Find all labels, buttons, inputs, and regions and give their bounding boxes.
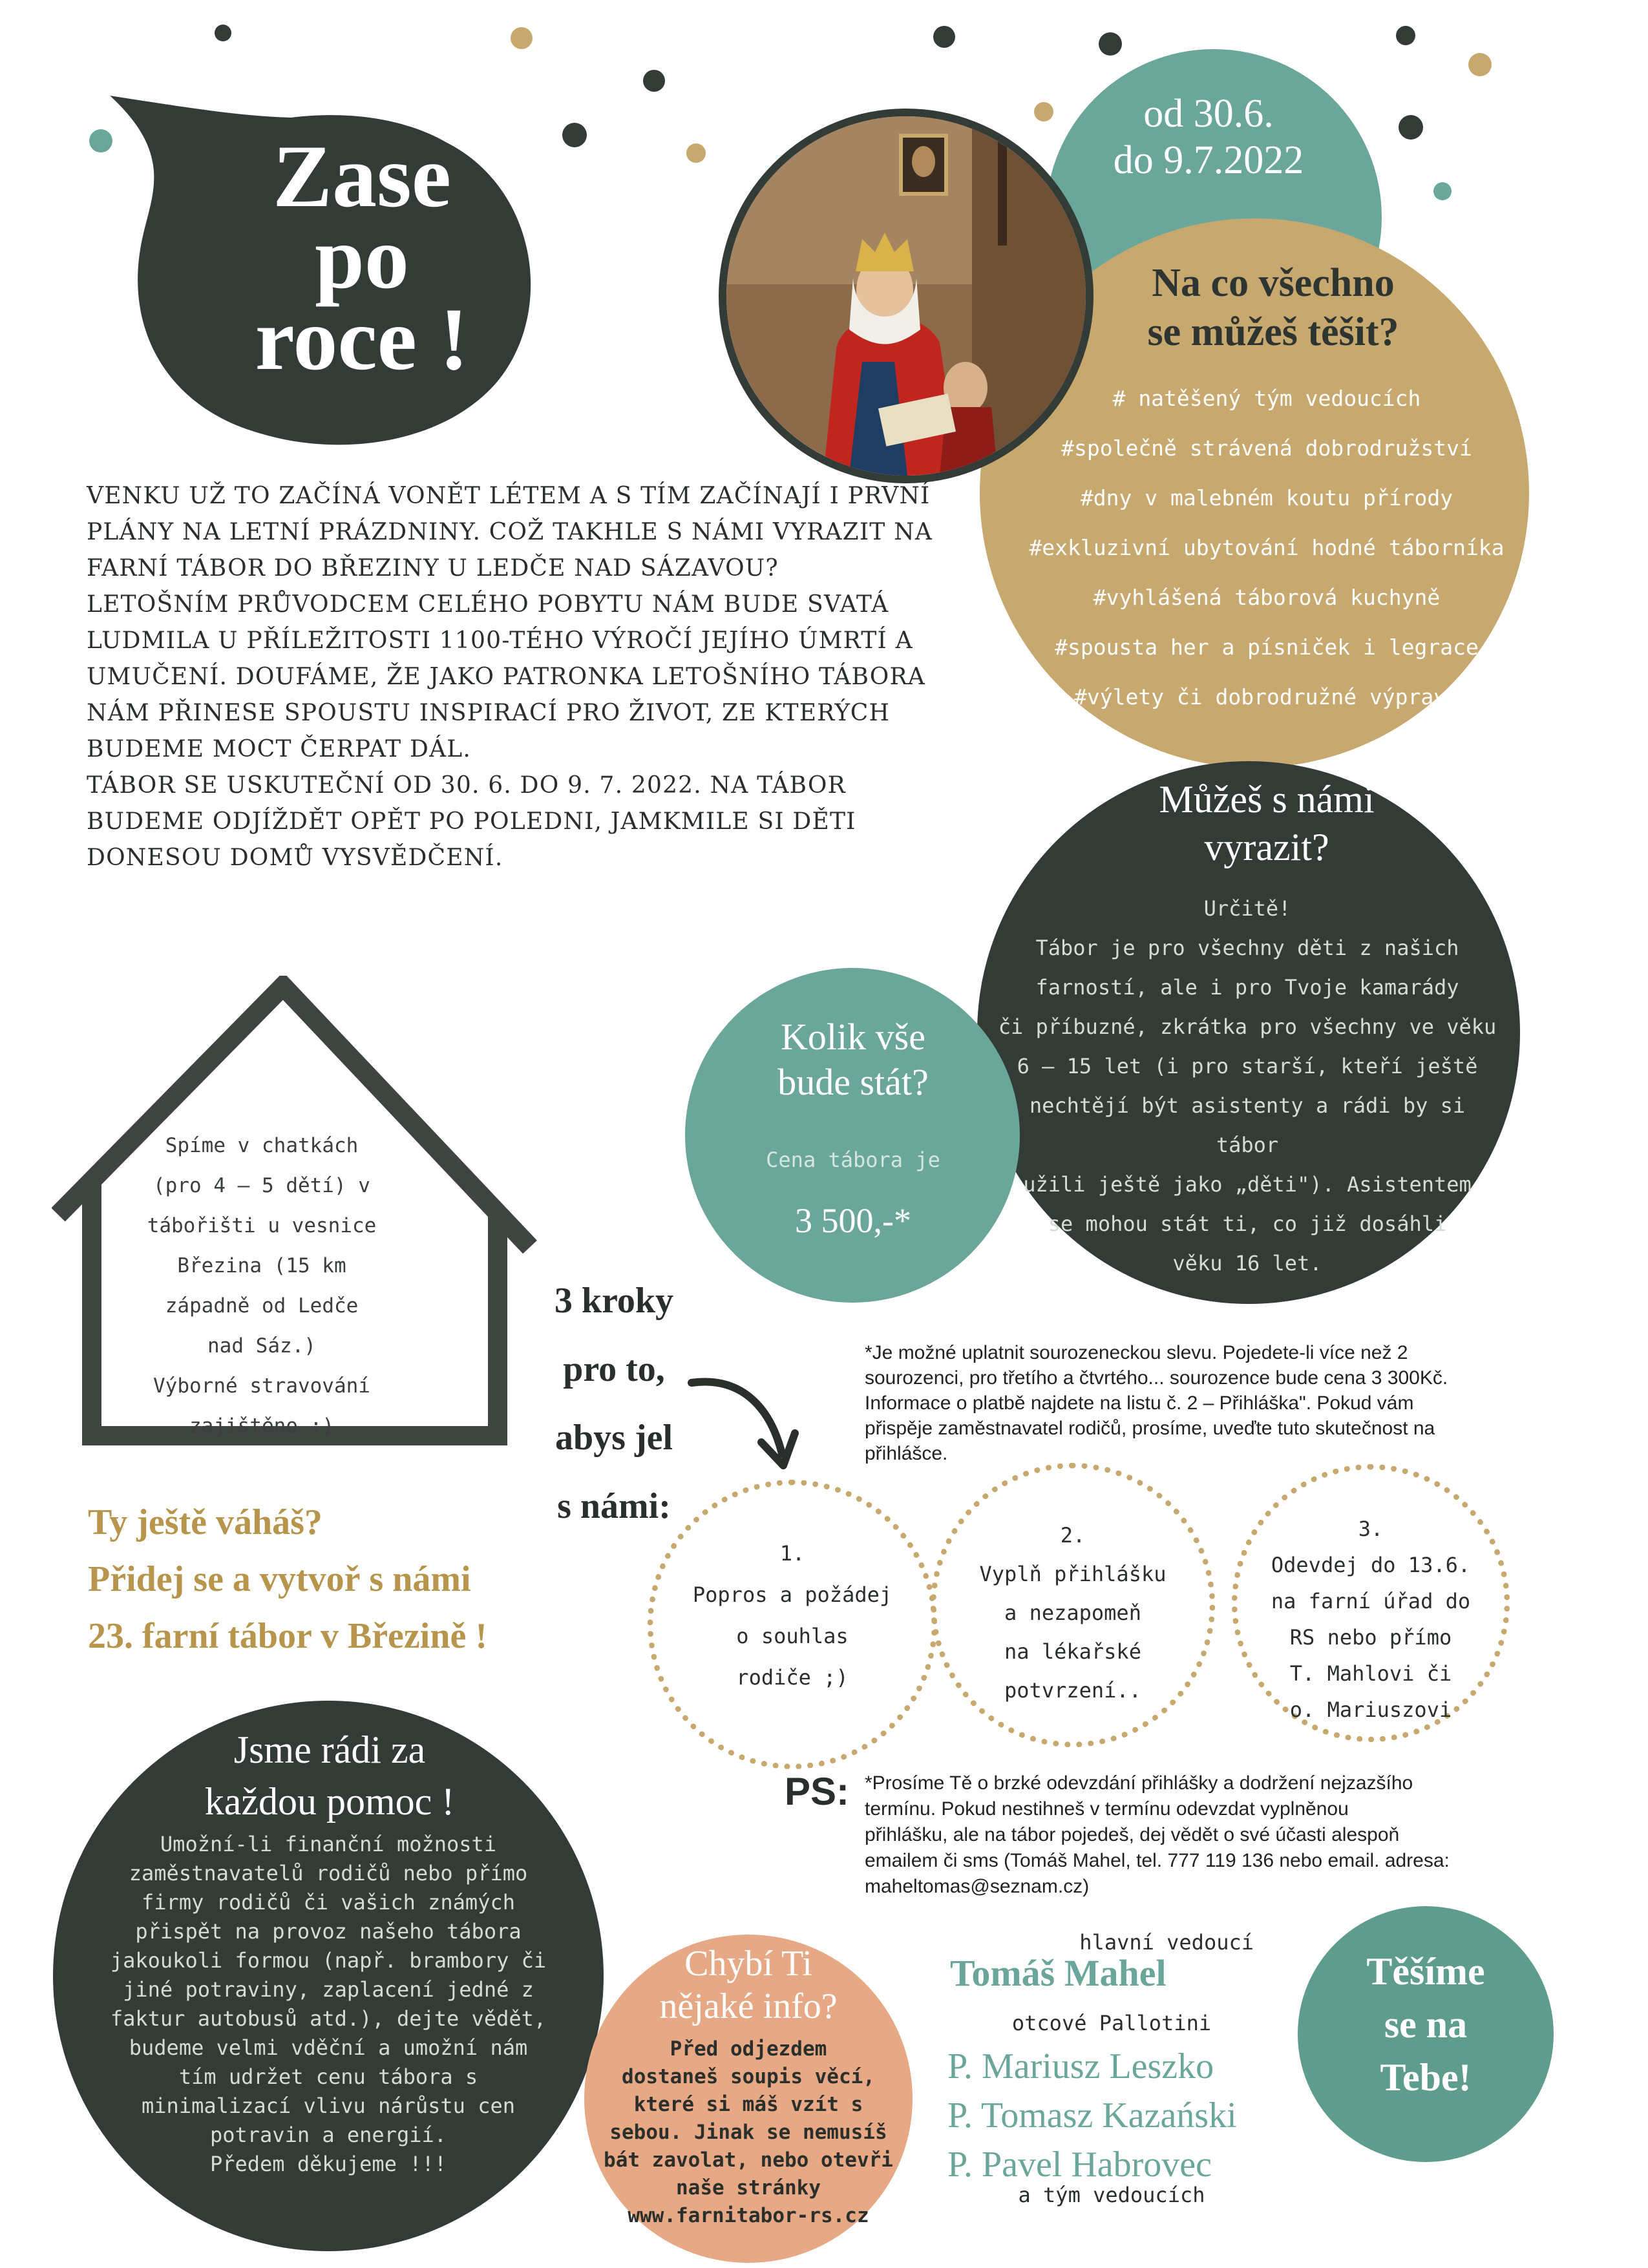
help-line: jakoukoli formou (např. brambory či — [110, 1948, 547, 1973]
hero-title — [194, 127, 530, 388]
leader-label: hlavní vedoucí — [1079, 1930, 1254, 1955]
note-line: sourozenci, pro třetího a čtvrtého... sourozence bude cena 3 300Kč. — [865, 1367, 1448, 1389]
help-line: tím udržet cenu tábora s — [178, 2064, 478, 2089]
can-join-title-1: Můžeš s námi — [1159, 778, 1375, 821]
house-text — [110, 1126, 414, 1446]
can-join-line: Určitě! — [1203, 896, 1291, 921]
price-title-2: bude stát? — [777, 1061, 929, 1103]
price-label: Cena tábora je — [766, 1148, 940, 1172]
intro-text — [87, 478, 940, 876]
look-forward-title-2: se můžeš těšit? — [1147, 310, 1399, 354]
price-title — [698, 1014, 1008, 1105]
list-item: #společně strávená dobrodružství — [1061, 436, 1472, 461]
team-label: a tým vedoucích — [1018, 2183, 1205, 2207]
list-item: #dny v malebném koutu přírody — [1080, 485, 1453, 510]
help-line: budeme velmi vděční a umožní nám — [129, 2035, 528, 2060]
help-line: potravin a energií. — [209, 2123, 447, 2147]
step-line: Popros a požádej — [692, 1582, 893, 1607]
date-to: do 9.7.2022 — [1113, 138, 1304, 182]
intro-line: DONESOU DOMŮ VYSVĚDČENÍ. — [87, 845, 503, 871]
intro-line: BUDEME ODJÍŽDĚT OPĚT PO POLEDNI, JAMKMILE SI DĚTI — [87, 808, 856, 835]
decor-dot — [1396, 26, 1415, 45]
house-line: zajištěno :) — [189, 1414, 334, 1438]
can-join-line: či příbuzné, zkrátka pro všechny ve věku — [998, 1014, 1497, 1039]
ps-text — [865, 1770, 1517, 1900]
note-line: Informace o platbě najdete na listu č. 2 – Přihláška". Pokud vám — [865, 1392, 1414, 1414]
list-item: #spousta her a písniček i legrace — [1055, 635, 1479, 660]
can-join-title-2: vyrazit? — [1204, 826, 1329, 868]
ps-line: maheltomas@seznam.cz) — [865, 1876, 1090, 1897]
decor-dot — [1468, 53, 1492, 76]
info-line: naše stránky — [676, 2176, 821, 2200]
list-item: #exkluzivní ubytování hodné táborníka — [1029, 535, 1505, 560]
ps-line: termínu. Pokud nestihneš v termínu odevzdat vyplněnou — [865, 1798, 1349, 1820]
list-item: # natěšený tým vedoucích — [1112, 386, 1421, 411]
step-line: na farní úřad do — [1271, 1589, 1471, 1613]
father-name: P. Mariusz Leszko — [947, 2046, 1214, 2086]
help-line: minimalizací vlivu nárůstu cen — [142, 2094, 515, 2118]
can-join-line: 6 – 15 let (i pro starší, kteří ještě — [1017, 1054, 1478, 1078]
info-website-link[interactable]: www.farnitabor-rs.cz — [628, 2204, 869, 2227]
intro-line: NÁM PŘINESE SPOUSTU INSPIRACÍ PRO ŽIVOT, ZE KTERÝCH — [87, 700, 891, 726]
hero-line-2: po — [315, 208, 409, 307]
intro-line: PLÁNY NA LETNÍ PRÁZDNINY. COŽ TAKHLE S NÁMI VYRAZIT NA — [87, 519, 933, 545]
intro-line: TÁBOR SE USKUTEČNÍ OD 30. 6. DO 9. 7. 2022. NA TÁBOR — [87, 772, 846, 799]
intro-line: VENKU UŽ TO ZAČÍNÁ VONĚT LÉTEM A S TÍM ZAČÍNAJÍ I PRVNÍ — [87, 483, 931, 509]
father-name: P. Tomasz Kazański — [947, 2095, 1237, 2136]
intro-line: FARNÍ TÁBOR DO BŘEZINY U LEDČE NAD SÁZAVOU? — [87, 555, 779, 582]
step-line: a nezapomeň — [1004, 1601, 1141, 1625]
decor-dot — [1099, 32, 1122, 56]
help-title — [97, 1724, 562, 1827]
see-you-text — [1304, 1945, 1547, 2104]
father-name: P. Pavel Habrovec — [947, 2145, 1212, 2185]
ps-line: *Prosíme Tě o brzké odevzdání přihlášky a dodržení nejzazšího — [865, 1772, 1413, 1794]
dates-text — [1060, 90, 1357, 184]
decor-dot — [933, 26, 955, 48]
painting-illustration — [726, 116, 1086, 476]
step-line: o souhlas — [736, 1624, 849, 1648]
house-line: tábořišti u vesnice — [147, 1214, 377, 1237]
decor-dot — [1399, 115, 1423, 140]
help-title-1: Jsme rádi za — [233, 1728, 426, 1771]
hero-line-1: Zase — [273, 127, 451, 226]
ps-label: PS: — [785, 1770, 850, 1813]
can-join-title — [1034, 775, 1499, 871]
intro-line: BUDEME MOCT ČERPAT DÁL. — [87, 736, 472, 762]
step-line: Vyplň přihlášku — [979, 1562, 1167, 1586]
help-line: faktur autobusů atd.), dejte vědět, — [110, 2006, 547, 2031]
decor-dot — [643, 70, 665, 92]
can-join-line: Tábor je pro všechny děti z našich — [1035, 936, 1459, 960]
step-1-text — [653, 1533, 932, 1698]
step-line: T. Mahlovi či — [1289, 1661, 1452, 1686]
step-line: rodiče ;) — [736, 1665, 849, 1690]
step-line: Odevdej do 13.6. — [1271, 1553, 1471, 1577]
decor-dot — [686, 143, 706, 163]
steps-heading-line: pro to, — [563, 1349, 665, 1389]
see-you-line: Těšíme — [1366, 1950, 1485, 1993]
leader-main-name: Tomáš Mahel — [950, 1952, 1167, 1994]
info-line: které si máš vzít s — [633, 2093, 863, 2116]
can-join-line: věku 16 let. — [1172, 1251, 1322, 1276]
house-line: Březina (15 km — [177, 1254, 346, 1277]
can-join-line: farností, ale i pro Tvoje kamarády — [1035, 975, 1459, 1000]
help-line: zaměstnavatelů rodičů nebo přímo — [129, 1861, 528, 1885]
see-you-line: Tebe! — [1380, 2056, 1472, 2099]
note-line: přispěje zaměstnavatel rodičů, prosíme, uveďte tuto skutečnost na — [865, 1418, 1435, 1439]
saint-ludmila-picture — [719, 109, 1093, 483]
hero-line-3: roce ! — [255, 289, 469, 388]
house-line: západně od Ledče — [165, 1294, 359, 1318]
price-title-1: Kolik vše — [781, 1016, 925, 1058]
info-line: bát zavolat, nebo otevři — [604, 2148, 893, 2172]
info-text — [591, 2035, 906, 2230]
step-3-text — [1237, 1511, 1505, 1728]
step-line: RS nebo přímo — [1289, 1625, 1452, 1650]
note-line: přihlášce. — [865, 1443, 948, 1464]
steps-heading-line: s námi: — [557, 1486, 671, 1526]
decor-dot — [1433, 182, 1452, 200]
step-line: na lékařské — [1004, 1639, 1141, 1664]
hesitate-text — [88, 1494, 670, 1664]
info-line: sebou. Jinak se nemusíš — [609, 2121, 887, 2144]
info-title-2: nějaké info? — [659, 1986, 838, 2026]
note-line: *Je možné uplatnit sourozeneckou slevu. Pojedete-li více než 2 — [865, 1342, 1408, 1363]
house-line: Spíme v chatkách — [165, 1134, 359, 1157]
help-line: přispět na provoz našeho tábora — [135, 1919, 522, 1944]
help-line: firmy rodičů či vašich známých — [142, 1890, 515, 1915]
info-line: dostaneš soupis věcí, — [622, 2065, 875, 2088]
list-item: #výlety či dobrodružné výpravy — [1073, 684, 1460, 709]
intro-line: LETOŠNÍM PRŮVODCEM CELÉHO POBYTU NÁM BUDE SVATÁ — [87, 591, 889, 618]
info-title — [591, 1942, 906, 2028]
ps-line: přihlášku, ale na tábor pojedeš, dej vědět o své účasti alespoň — [865, 1824, 1400, 1845]
info-line: Před odjezdem — [670, 2037, 827, 2061]
decor-dot — [215, 25, 231, 41]
can-join-line: užili ještě jako „děti"). Asistentem — [1023, 1172, 1472, 1197]
can-join-line: se mohou stát ti, co již dosáhli — [1048, 1212, 1447, 1236]
fathers-names — [947, 2042, 1237, 2189]
intro-line: UMUČENÍ. DOUFÁME, ŽE JAKO PATRONKA LETOŠNÍHO TÁBORA — [87, 664, 925, 690]
step-line: potvrzení.. — [1004, 1678, 1141, 1703]
intro-line: LUDMILA U PŘÍLEŽITOSTI 1100-TÉHO VÝROČÍ JEJÍHO ÚMRTÍ A — [87, 627, 913, 654]
house-line: Výborné stravování — [153, 1374, 370, 1398]
steps-heading-line: abys jel — [555, 1418, 673, 1458]
help-title-2: každou pomoc ! — [204, 1780, 455, 1823]
step-number: 2. — [1060, 1523, 1086, 1548]
step-number: 1. — [779, 1541, 805, 1566]
look-forward-title — [1060, 258, 1486, 357]
list-item: #vyhlášená táborová kuchyně — [1093, 585, 1441, 610]
sibling-note — [865, 1340, 1517, 1466]
ps-line: emailem či sms (Tomáš Mahel, tel. 777 119 136 nebo email. adresa: — [865, 1850, 1450, 1871]
decor-dot — [1034, 102, 1053, 121]
help-text — [71, 1830, 586, 2179]
fathers-label: otcové Pallotini — [1011, 2011, 1212, 2035]
arrow-icon — [685, 1370, 801, 1473]
step-line: o. Mariuszovi — [1289, 1697, 1452, 1722]
hesitate-line: Ty ještě váháš? — [88, 1502, 322, 1542]
house-line: (pro 4 – 5 dětí) v — [153, 1174, 370, 1197]
look-forward-title-1: Na co všechno — [1152, 261, 1395, 305]
help-line: Umožní-li finanční možnosti — [160, 1832, 497, 1856]
can-join-text — [995, 889, 1499, 1283]
date-from: od 30.6. — [1143, 92, 1274, 136]
price-amount: 3 500,-* — [795, 1201, 911, 1240]
help-line: jiné potraviny, zaplacení jedné z — [123, 1977, 534, 2002]
step-2-text — [936, 1516, 1210, 1710]
help-line: Předem děkujeme !!! — [209, 2152, 447, 2176]
step-number: 3. — [1358, 1517, 1384, 1541]
can-join-line: nechtějí být asistenty a rádi by si tábor — [1029, 1093, 1466, 1157]
hesitate-line: 23. farní tábor v Březině ! — [88, 1616, 487, 1656]
decor-dot — [511, 27, 533, 49]
house-line: nad Sáz.) — [207, 1334, 316, 1358]
see-you-line: se na — [1384, 2003, 1468, 2046]
look-forward-list — [1008, 373, 1525, 722]
hesitate-line: Přidej se a vytvoř s námi — [88, 1559, 471, 1599]
info-title-1: Chybí Ti — [684, 1944, 812, 1984]
steps-heading-line: 3 kroky — [554, 1281, 674, 1321]
